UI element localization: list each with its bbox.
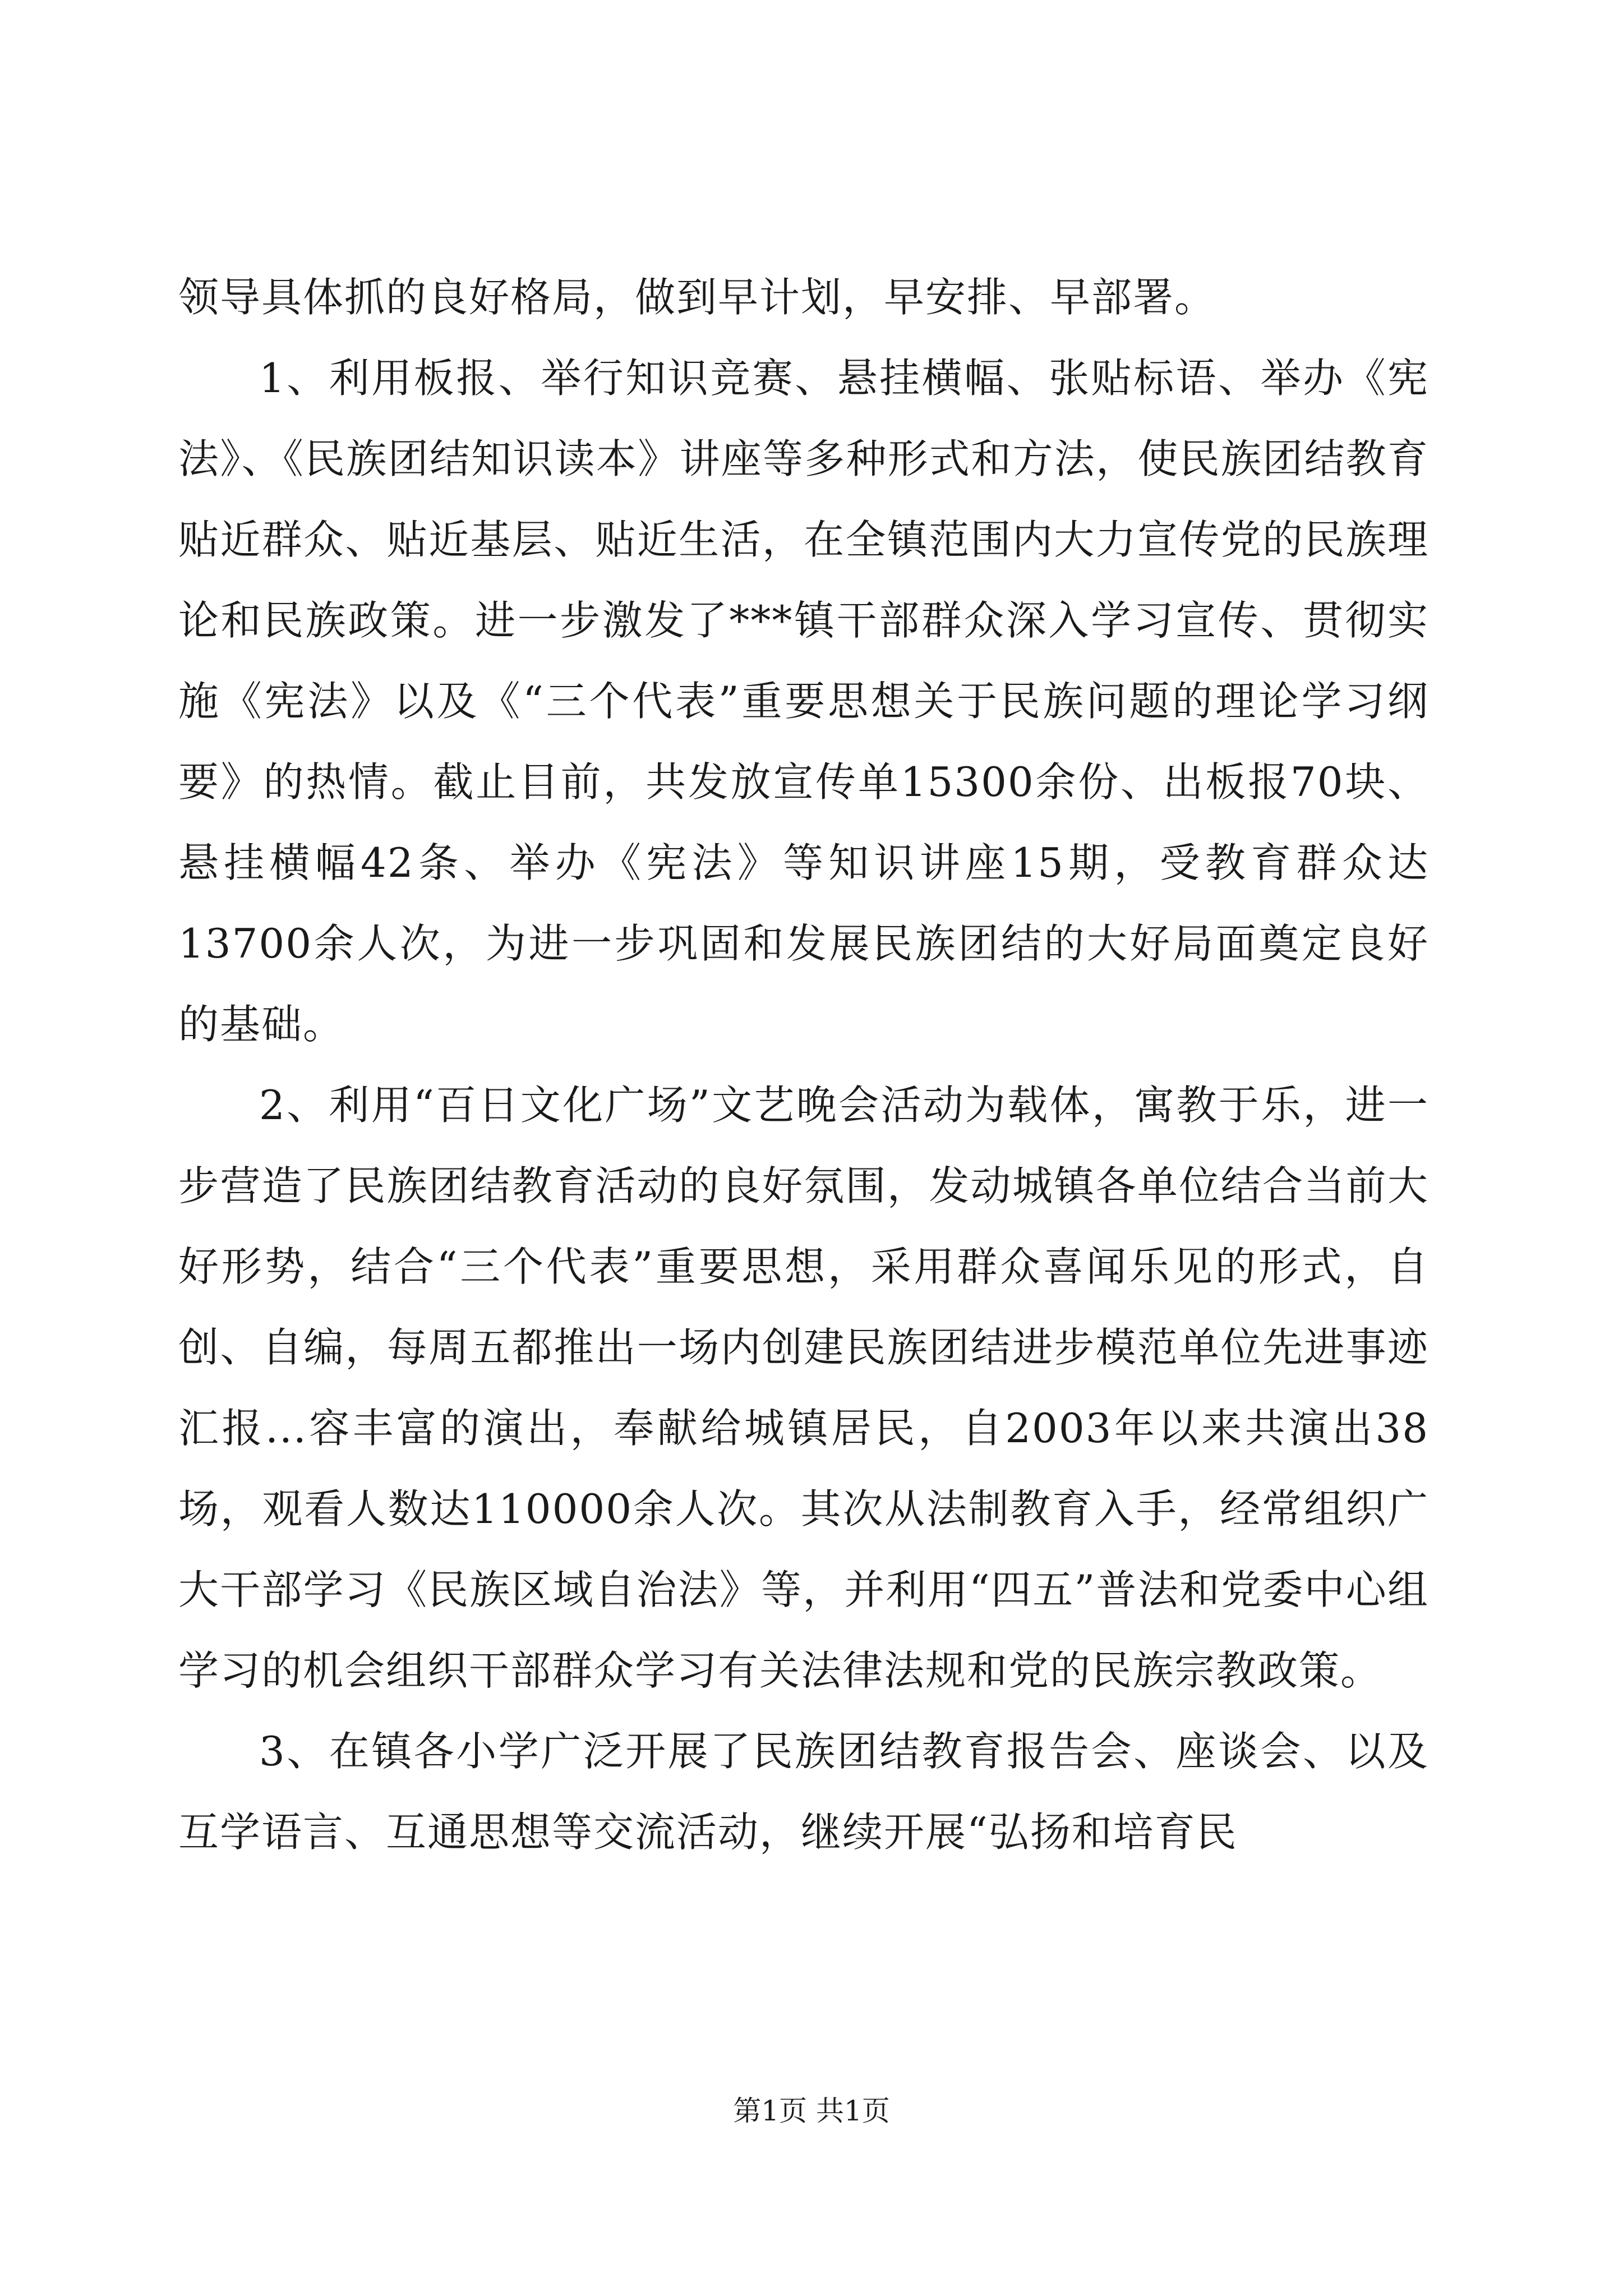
paragraph-item-2: 2、利用“百日文化广场”文艺晚会活动为载体，寓教于乐，进一步营造了民族团结教育活动的良好氛围，发动城镇各单位结合当前大好形势，结合“三个代表”重要思想，采用群众喜闻乐见的形式，自创、自编，每周五都推出一场内创建民族团结进步模范单位先进事迹汇报...容丰富的演出，奉献给城镇居民，自2003年以来共演出38场，观看人数达110000余人次。其次从法制教育入手，经常组织广大干部学习《民族区域自治法》等，并利用“四五”普法和党委中心组学习的机会组织干部群众学习有关法律法规和党的民族宗教政策。 [178,1082,1429,1694]
paragraph-continuation: 领导具体抓的良好格局，做到早计划，早安排、早部署。 [178,274,1216,321]
paragraph-item-1: 1、利用板报、举行知识竞赛、悬挂横幅、张贴标语、举办《宪法》、《民族团结知识读本》讲座等多种形式和方法，使民族团结教育贴近群众、贴近基层、贴近生活，在全镇范围内大力宣传党的民族理论和民族政策。进一步激发了***镇干部群众深入学习宣传、贯彻实施《宪法》以及《“三个代表”重要思想关于民族问题的理论学习纲要》的热情。截止目前，共发放宣传单15300余份、出板报70块、悬挂横幅42条、举办《宪法》等知识讲座15期，受教育群众达13700余人次，为进一步巩固和发展民族团结的大好局面奠定良好的基础。 [178,355,1429,1048]
page-footer: 第1页 共1页 [733,2095,890,2127]
document-body [178,257,1429,1872]
paragraph-item-3: 3、在镇各小学广泛开展了民族团结教育报告会、座谈会、以及互学语言、互通思想等交流活动，继续开展“弘扬和培育民 [178,1728,1429,1856]
